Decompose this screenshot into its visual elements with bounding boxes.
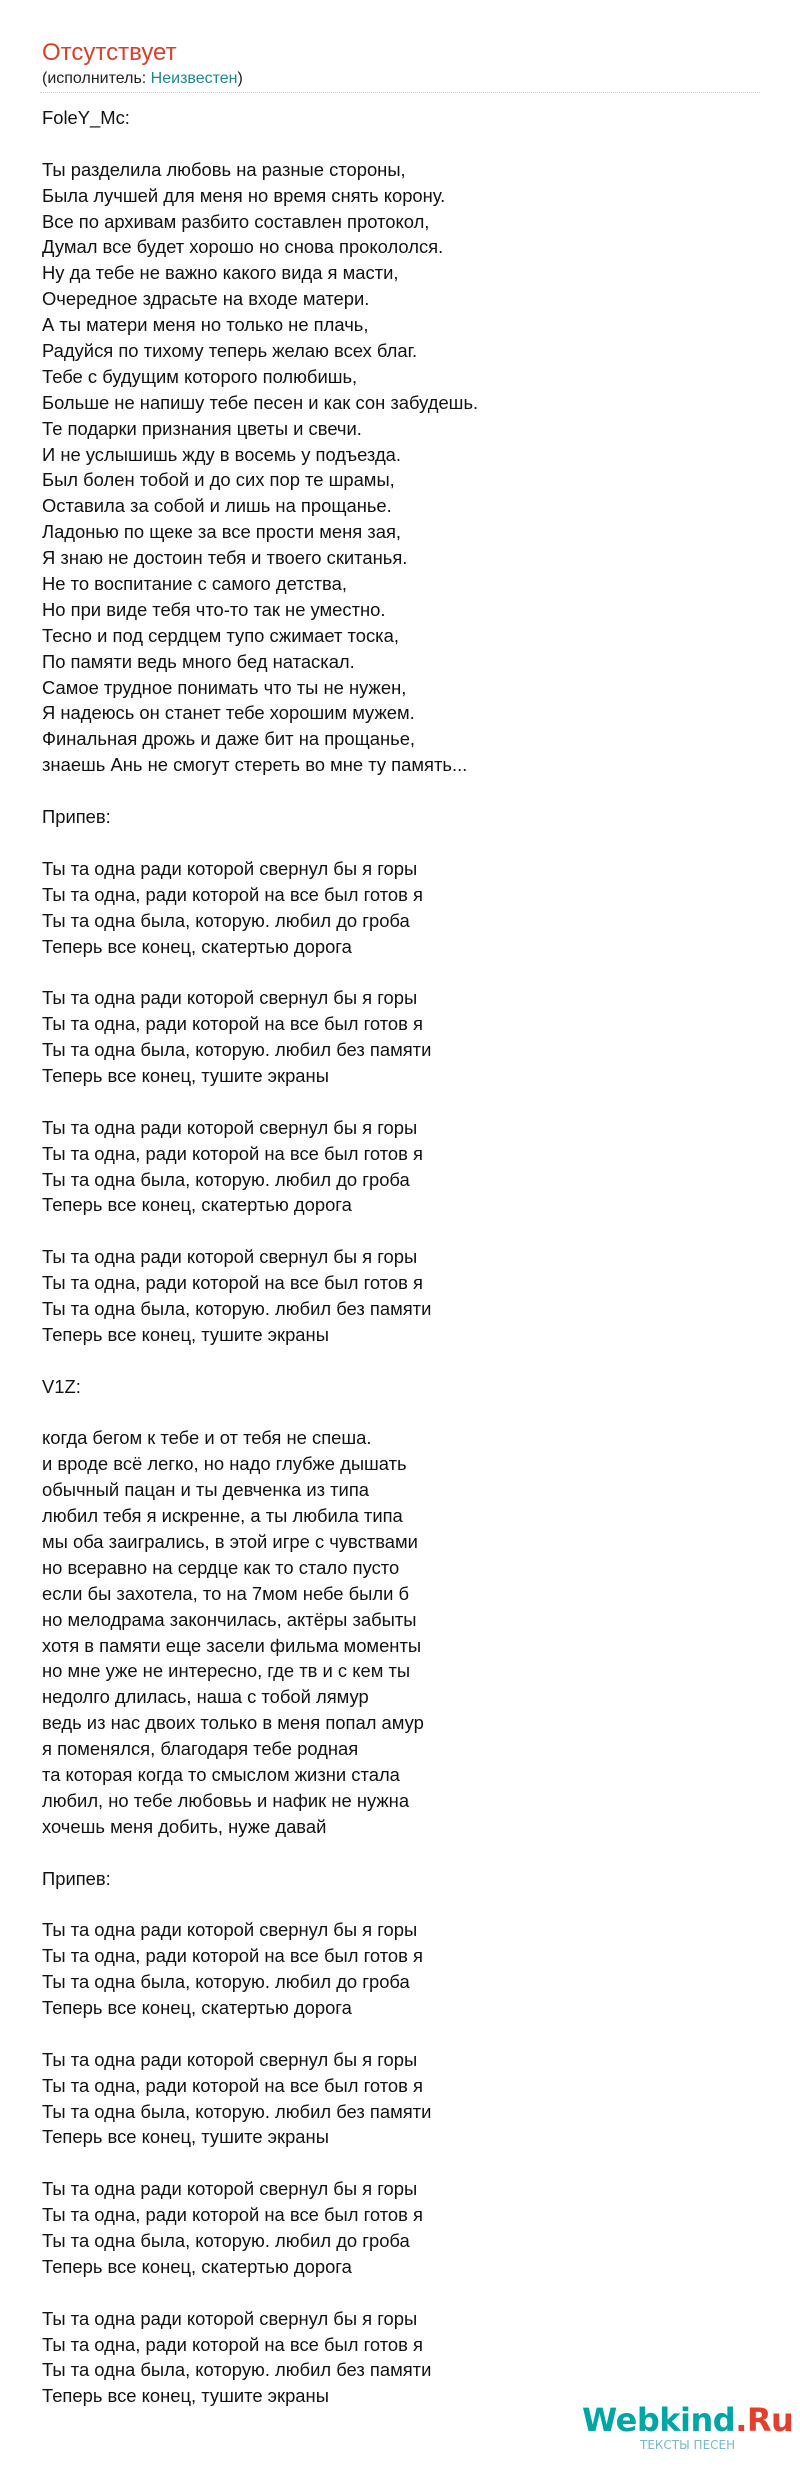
lyric-line: я поменялся, благодаря тебе родная (42, 1738, 359, 1760)
lyric-line: Ты та одна, ради которой на все был готов я (42, 1142, 423, 1164)
lyric-line: ведь из нас двоих только в меня попал амур (42, 1712, 424, 1734)
lyric-line: мы оба заигрались, в этой игре с чувствами (42, 1530, 418, 1552)
lyric-line: Ты та одна ради которой свернул бы я горы (42, 2307, 418, 2329)
lyric-line: Я знаю не достоин тебя и твоего скитанья. (42, 547, 408, 569)
lyric-line: Ладонью по щеке за все прости меня зая, (42, 521, 402, 543)
lyric-line: Все по архивам разбито составлен протокол, (42, 210, 430, 232)
logo-main-text: Webkind (582, 2401, 736, 2439)
lyric-line: Ты та одна была, которую. любил без памяти (42, 2359, 432, 2381)
lyric-blank-line (42, 2021, 742, 2047)
lyric-blank-line (42, 1891, 742, 1917)
lyric-line: Ты та одна, ради которой на все был готов я (42, 2204, 423, 2226)
lyric-line: Ты та одна была, которую. любил до гроба (42, 1168, 410, 1190)
lyric-line: и вроде всё легко, но надо глубже дышать (42, 1453, 407, 1475)
lyric-line: Ты та одна была, которую. любил без памяти (42, 1297, 432, 1319)
artist-link[interactable]: Неизвестен (150, 70, 238, 87)
lyric-blank-line (42, 131, 742, 157)
lyric-line: Теперь все конец, скатертью дорога (42, 935, 352, 957)
logo-wordmark (582, 2400, 793, 2440)
lyric-line: но мне уже не интересно, где тв и с кем ты (42, 1660, 411, 1682)
lyric-line: любил тебя я искренне, а ты любила типа (42, 1505, 403, 1527)
lyric-line: Припев: (42, 806, 111, 828)
lyric-line: недолго длилась, наша с тобой лямур (42, 1686, 369, 1708)
song-title: Отсутствует (42, 39, 177, 66)
lyric-line: Ты та одна ради которой свернул бы я горы (42, 857, 418, 879)
lyric-line: Теперь все конец, тушите экраны (42, 2385, 329, 2407)
lyric-line: Теперь все конец, тушите экраны (42, 1323, 329, 1345)
lyric-line: Те подарки признания цветы и свечи. (42, 417, 362, 439)
logo-tld-text: .Ru (735, 2401, 794, 2439)
lyric-line: Ты та одна ради которой свернул бы я горы (42, 2048, 418, 2070)
lyric-line: Ты та одна была, которую. любил без памяти (42, 1039, 432, 1061)
lyric-line: Радуйся по тихому теперь желаю всех благ. (42, 340, 418, 362)
lyric-line: хочешь меня добить, нуже давай (42, 1815, 327, 1837)
lyric-line: Ты та одна была, которую. любил до гроба (42, 909, 410, 931)
lyric-line: V1Z: (42, 1375, 81, 1397)
lyric-line: обычный пацан и ты девченка из типа (42, 1479, 370, 1501)
lyric-line: Ты та одна ради которой свернул бы я горы (42, 2178, 418, 2200)
lyric-line: Ты та одна, ради которой на все был готов я (42, 1945, 423, 1967)
lyric-line: но всеравно на сердце как то стало пусто (42, 1556, 400, 1578)
lyric-line: Финальная дрожь и даже бит на прощанье, (42, 728, 416, 750)
lyric-line: Ты та одна была, которую. любил до гроба (42, 1971, 410, 1993)
lyric-line: Была лучшей для меня но время снять корону. (42, 184, 446, 206)
artist-prefix: (исполнитель: (42, 70, 151, 87)
lyric-line: FoleY_Mc: (42, 107, 130, 128)
lyric-blank-line (42, 2280, 742, 2306)
lyric-line: И не услышишь жду в восемь у подъезда. (42, 443, 402, 465)
lyric-line: Теперь все конец, тушите экраны (42, 1064, 329, 1086)
lyric-blank-line (42, 830, 742, 856)
lyric-blank-line (42, 1348, 742, 1374)
lyric-line: если бы захотела, то на 7мом небе были б (42, 1582, 410, 1604)
lyric-line: Теперь все конец, скатертью дорога (42, 2255, 352, 2277)
lyric-line: Ты та одна ради которой свернул бы я горы (42, 1246, 418, 1268)
lyric-line: Ты та одна, ради которой на все был готов я (42, 2333, 423, 2355)
lyric-line: Ну да тебе не важно какого вида я масти, (42, 262, 399, 284)
lyric-blank-line (42, 959, 742, 985)
lyric-line: Ты та одна ради которой свернул бы я горы (42, 987, 418, 1009)
lyric-line: А ты матери меня но только не плачь, (42, 314, 369, 336)
lyric-line: знаешь Ань не смогут стереть во мне ту память... (42, 754, 468, 776)
lyric-line: Очередное здрасьте на входе матери. (42, 288, 370, 310)
lyric-blank-line (42, 1840, 742, 1866)
lyric-line: Ты та одна, ради которой на все был готов я (42, 1272, 423, 1294)
artist-line (42, 68, 243, 90)
lyric-line: Ты разделила любовь на разные стороны, (42, 158, 406, 180)
lyric-line: но мелодрама закончилась, актёры забыты (42, 1608, 417, 1630)
lyric-line: Думал все будет хорошо но снова прокололся. (42, 236, 444, 258)
lyric-blank-line (42, 2150, 742, 2176)
lyric-line: Припев: (42, 1867, 111, 1889)
lyric-line: Оставила за собой и лишь на прощанье. (42, 495, 392, 517)
lyric-line: Ты та одна, ради которой на все был готов я (42, 1013, 423, 1035)
lyric-line: По памяти ведь много бед натаскал. (42, 650, 355, 672)
lyrics-body (42, 105, 742, 2409)
header-divider (40, 92, 760, 93)
lyric-line: любил, но тебе любовьь и нафик не нужна (42, 1789, 410, 1811)
lyric-line: Больше не напишу тебе песен и как сон забудешь. (42, 391, 479, 413)
lyric-line: Ты та одна была, которую. любил без памяти (42, 2100, 432, 2122)
lyric-line: Но при виде тебя что-то так не уместно. (42, 598, 386, 620)
lyric-blank-line (42, 778, 742, 804)
lyric-line: Ты та одна была, которую. любил до гроба (42, 2230, 410, 2252)
webkind-logo[interactable] (582, 2400, 792, 2456)
lyric-line: Тесно и под сердцем тупо сжимает тоска, (42, 624, 399, 646)
lyric-line: Теперь все конец, скатертью дорога (42, 1194, 352, 1216)
lyric-line: та которая когда то смыслом жизни стала (42, 1764, 400, 1785)
lyric-line: Ты та одна, ради которой на все был готов я (42, 2074, 423, 2096)
lyric-line: Не то воспитание с самого детства, (42, 573, 347, 595)
lyric-line: Ты та одна ради которой свернул бы я горы (42, 1919, 418, 1941)
lyric-line: Ты та одна, ради которой на все был готов я (42, 883, 423, 905)
lyric-line: Был болен тобой и до сих пор те шрамы, (42, 469, 395, 491)
lyric-line: Теперь все конец, тушите экраны (42, 2126, 329, 2148)
lyric-line: когда бегом к тебе и от тебя не спеша. (42, 1427, 372, 1449)
lyric-line: Я надеюсь он станет тебе хорошим мужем. (42, 702, 415, 724)
lyric-line: Ты та одна ради которой свернул бы я горы (42, 1116, 418, 1138)
lyric-line: Тебе с будущим которого полюбишь, (42, 365, 358, 387)
lyric-line: Теперь все конец, скатертью дорога (42, 1997, 352, 2019)
logo-tagline: ТЕКСТЫ ПЕСЕН (640, 2438, 736, 2452)
lyric-blank-line (42, 1089, 742, 1115)
lyric-line: Самое трудное понимать что ты не нужен, (42, 676, 407, 698)
artist-suffix: ) (237, 70, 243, 87)
lyric-blank-line (42, 1400, 742, 1426)
lyric-blank-line (42, 1218, 742, 1244)
lyric-line: хотя в памяти еще засели фильма моменты (42, 1634, 422, 1656)
